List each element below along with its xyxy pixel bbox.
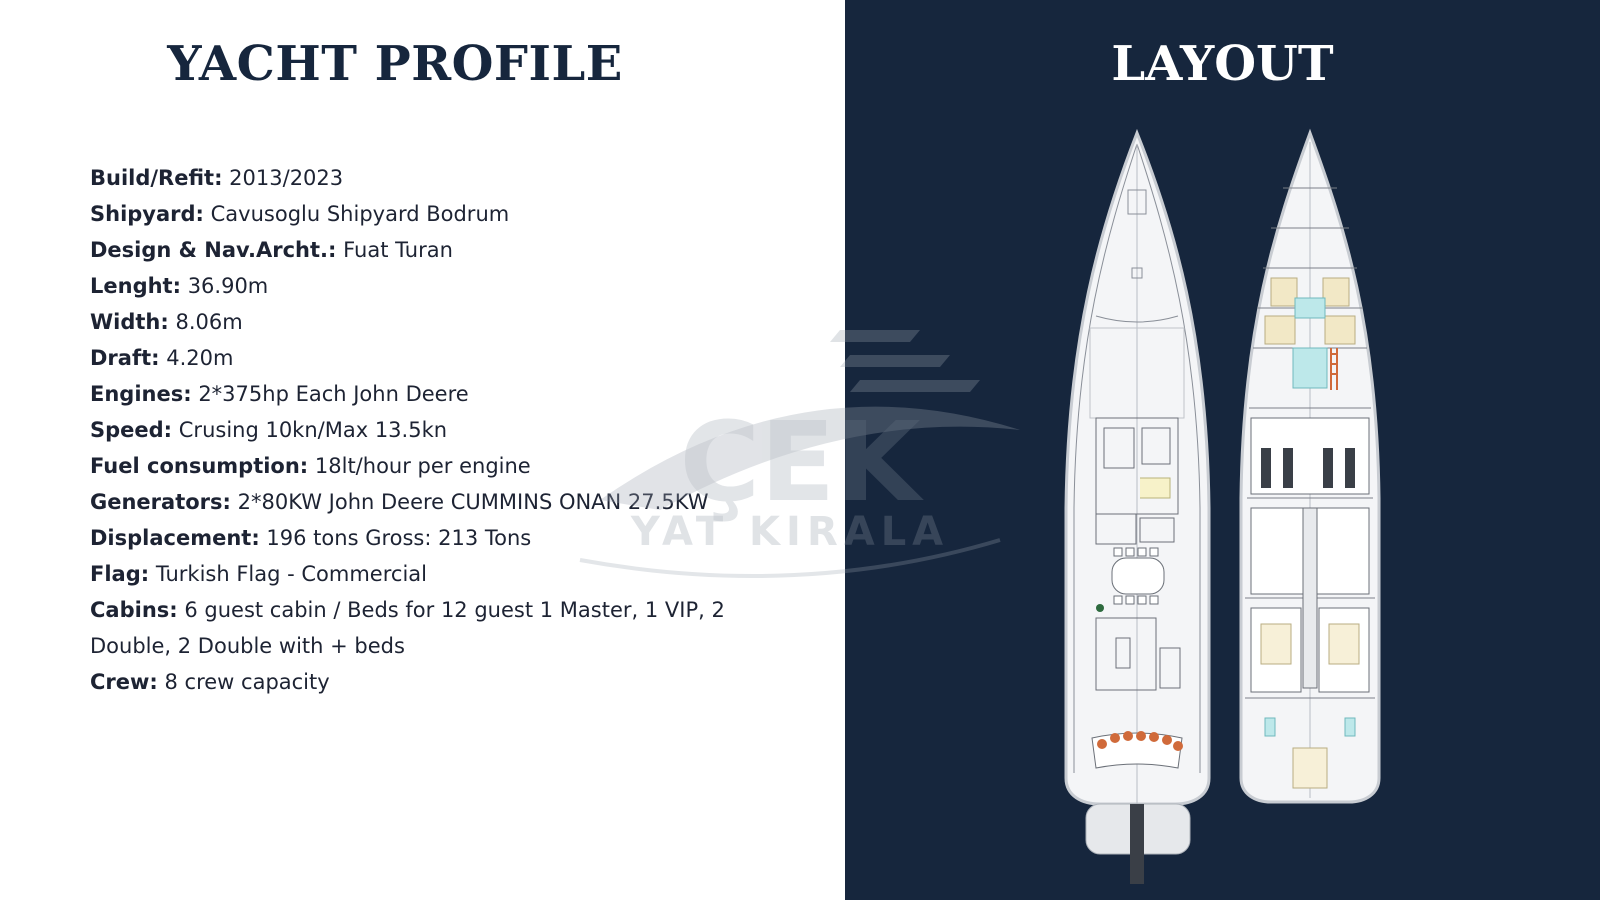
spec-value: 2013/2023 xyxy=(229,166,344,190)
spec-item xyxy=(90,592,770,664)
spec-item xyxy=(90,196,770,232)
watermark-logo xyxy=(540,300,1060,600)
spec-value: Crusing 10kn/Max 13.5kn xyxy=(178,418,448,442)
spec-value: 36.90m xyxy=(187,274,269,298)
spec-label: Design & Nav.Archt.: xyxy=(90,238,337,262)
spec-label: Shipyard: xyxy=(90,202,204,226)
spec-label: Cabins: xyxy=(90,598,178,622)
spec-value: 8 crew capacity xyxy=(164,670,330,694)
spec-label: Flag: xyxy=(90,562,150,586)
svg-text:ÇEK: ÇEK xyxy=(679,398,921,526)
spec-item xyxy=(90,268,770,304)
lower-deck-plan xyxy=(1235,128,1385,818)
spec-value: Turkish Flag - Commercial xyxy=(155,562,427,586)
watermark-text: YAT KIRALA xyxy=(630,509,950,555)
page-title: YACHT PROFILE xyxy=(167,36,623,92)
spec-label: Draft: xyxy=(90,346,160,370)
spec-label: Lenght: xyxy=(90,274,181,298)
spec-label: Fuel consumption: xyxy=(90,454,309,478)
spec-label: Displacement: xyxy=(90,526,260,550)
spec-item xyxy=(90,160,770,196)
spec-value: Cavusoglu Shipyard Bodrum xyxy=(210,202,510,226)
spec-label: Crew: xyxy=(90,670,158,694)
spec-label: Engines: xyxy=(90,382,192,406)
spec-label: Generators: xyxy=(90,490,231,514)
spec-value: 196 tons Gross: 213 Tons xyxy=(266,526,532,550)
spec-value: 4.20m xyxy=(166,346,234,370)
layout-title: LAYOUT xyxy=(1111,36,1334,92)
spec-value: 2*80KW John Deere CUMMINS ONAN 27.5KW xyxy=(237,490,709,514)
spec-label: Build/Refit: xyxy=(90,166,223,190)
spec-value: 18lt/hour per engine xyxy=(314,454,531,478)
spec-value: 6 guest cabin / Beds for 12 guest 1 Master, 1 VIP, 2 Double, 2 Double with + beds xyxy=(90,598,725,658)
spec-item xyxy=(90,232,770,268)
spec-value: 2*375hp Each John Deere xyxy=(198,382,469,406)
spec-label: Width: xyxy=(90,310,169,334)
upper-deck-plan xyxy=(1060,128,1215,890)
spec-label: Speed: xyxy=(90,418,173,442)
spec-item xyxy=(90,664,770,700)
spec-value: Fuat Turan xyxy=(343,238,453,262)
spec-value: 8.06m xyxy=(175,310,243,334)
